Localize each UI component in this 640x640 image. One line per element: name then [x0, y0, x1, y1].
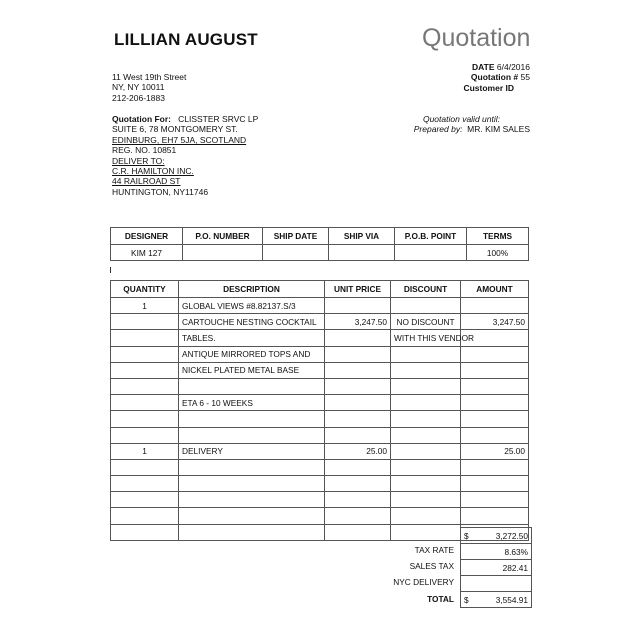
unit-price-cell: 3,247.50 — [325, 314, 391, 330]
tax-rate-value: 8.63% — [461, 544, 532, 560]
table-row — [111, 395, 529, 411]
sales-tax-value: 282.41 — [461, 560, 532, 576]
prepared-by-label: Prepared by: — [413, 124, 463, 135]
table-row — [111, 298, 529, 314]
amount-cell — [461, 346, 529, 362]
table-row — [111, 314, 529, 330]
quantity-cell — [111, 395, 179, 411]
discount-cell — [391, 459, 461, 475]
table-row — [111, 492, 529, 508]
quotation-for-block — [112, 114, 258, 197]
address-line: NY, NY 10011 — [112, 82, 165, 93]
table-row — [111, 508, 529, 524]
quote-number-value: 55 — [520, 72, 530, 83]
unit-price-cell — [325, 508, 391, 524]
discount-cell — [391, 524, 461, 540]
description-cell: NICKEL PLATED METAL BASE — [179, 362, 325, 378]
discount-cell: WITH THIS VENDOR — [391, 330, 461, 346]
quantity-cell — [111, 330, 179, 346]
description-cell — [179, 524, 325, 540]
table-row — [111, 459, 529, 475]
document-title: Quotation — [422, 24, 531, 52]
amount-cell: 3,247.50 — [461, 314, 529, 330]
header-po-number: P.O. NUMBER — [183, 228, 263, 245]
description-cell — [179, 508, 325, 524]
quantity-cell — [111, 378, 179, 394]
table-row — [111, 476, 529, 492]
amount-cell — [461, 459, 529, 475]
delivery-street: 44 RAILROAD ST — [112, 176, 181, 187]
header-ship-date: SHIP DATE — [263, 228, 329, 245]
pob-point-value — [395, 245, 467, 261]
currency-symbol: $ — [461, 528, 480, 544]
currency-symbol: $ — [461, 592, 480, 608]
amount-cell — [461, 298, 529, 314]
description-cell — [179, 459, 325, 475]
discount-cell — [391, 492, 461, 508]
quantity-cell — [111, 411, 179, 427]
address-line: 11 West 19th Street — [112, 72, 187, 82]
unit-price-cell — [325, 330, 391, 346]
description-cell: DELIVERY — [179, 443, 325, 459]
description-cell — [179, 411, 325, 427]
description-cell: ETA 6 - 10 WEEKS — [179, 395, 325, 411]
discount-cell — [391, 411, 461, 427]
unit-price-cell — [325, 298, 391, 314]
client-name: CLISSTER SRVC LP — [178, 114, 259, 124]
delivery-city: HUNTINGTON, NY11746 — [112, 186, 209, 197]
quantity-cell — [111, 346, 179, 362]
discount-cell — [391, 298, 461, 314]
amount-cell — [461, 378, 529, 394]
quote-number-label: Quotation # — [470, 72, 519, 83]
description-cell: ANTIQUE MIRRORED TOPS AND — [179, 346, 325, 362]
amount-cell — [461, 427, 529, 443]
total-row — [461, 592, 532, 608]
quantity-cell: 1 — [111, 298, 179, 314]
client-address-line: EDINBURG, EH7 5JA, SCOTLAND — [112, 134, 247, 145]
unit-price-cell — [325, 459, 391, 475]
quantity-cell: 1 — [111, 443, 179, 459]
tax-rate-row — [461, 544, 532, 560]
quantity-cell — [111, 459, 179, 475]
total-value: 3,554.91 — [479, 592, 532, 608]
unit-price-cell — [325, 395, 391, 411]
unit-price-cell — [325, 378, 391, 394]
unit-price-cell: 25.00 — [325, 443, 391, 459]
unit-price-cell — [325, 427, 391, 443]
unit-price-cell — [325, 524, 391, 540]
unit-price-cell — [325, 476, 391, 492]
nyc-delivery-label: NYC DELIVERY — [393, 577, 454, 587]
table-row — [111, 330, 529, 346]
description-cell: TABLES. — [179, 330, 325, 346]
client-reg-no: REG. NO. 10851 — [112, 145, 177, 156]
discount-cell — [391, 508, 461, 524]
table-row — [111, 443, 529, 459]
quotation-for-label: Quotation For: — [112, 114, 172, 124]
description-cell: GLOBAL VIEWS #8.82137.S/3 — [179, 298, 325, 314]
deliver-to-label: DELIVER TO: — [112, 155, 165, 166]
discount-cell: NO DISCOUNT — [391, 314, 461, 330]
header-amount: AMOUNT — [461, 281, 529, 298]
quote-meta — [463, 62, 530, 93]
table-row — [111, 346, 529, 362]
amount-cell: 25.00 — [461, 443, 529, 459]
header-terms: TERMS — [467, 228, 529, 245]
description-cell — [179, 427, 325, 443]
designer-value: KIM 127 — [111, 245, 183, 261]
unit-price-cell — [325, 362, 391, 378]
quantity-cell — [111, 524, 179, 540]
description-cell — [179, 378, 325, 394]
company-name: LILLIAN AUGUST — [114, 30, 258, 49]
header-ship-via: SHIP VIA — [329, 228, 395, 245]
amount-cell — [461, 395, 529, 411]
items-header-row — [111, 281, 529, 298]
table-row — [111, 411, 529, 427]
nyc-delivery-row — [461, 576, 532, 592]
tax-rate-label: TAX RATE — [414, 545, 454, 555]
prepared-by-value: MR. KIM SALES — [467, 124, 530, 135]
table-row — [111, 378, 529, 394]
amount-cell — [461, 362, 529, 378]
amount-cell — [461, 476, 529, 492]
table-row — [111, 362, 529, 378]
order-value-row — [111, 245, 529, 261]
client-address-line: SUITE 6, 78 MONTGOMERY ST. — [112, 124, 238, 135]
delivery-name: C.R. HAMILTON INC. — [112, 166, 194, 177]
items-table — [110, 280, 529, 541]
unit-price-cell — [325, 346, 391, 362]
terms-value: 100% — [467, 245, 529, 261]
quantity-cell — [111, 427, 179, 443]
discount-cell — [391, 346, 461, 362]
seller-address — [112, 72, 186, 103]
discount-cell — [391, 443, 461, 459]
sales-tax-label: SALES TAX — [409, 561, 454, 571]
amount-cell — [461, 508, 529, 524]
description-cell — [179, 492, 325, 508]
totals-table — [460, 527, 532, 608]
ship-via-value — [329, 245, 395, 261]
description-cell: CARTOUCHE NESTING COCKTAIL — [179, 314, 325, 330]
validity-block — [414, 114, 530, 135]
table-row — [111, 427, 529, 443]
date-value: 6/4/2016 — [496, 62, 530, 72]
quantity-cell — [111, 508, 179, 524]
amount-cell — [461, 411, 529, 427]
margin-mark — [110, 267, 111, 273]
header-quantity: QUANTITY — [111, 281, 179, 298]
sales-tax-row — [461, 560, 532, 576]
total-label: TOTAL — [427, 594, 454, 604]
discount-cell — [391, 362, 461, 378]
order-header-row — [111, 228, 529, 245]
subtotal-value: 3,272.50 — [479, 528, 532, 544]
header-discount: DISCOUNT — [391, 281, 461, 298]
header-pob-point: P.O.B. POINT — [395, 228, 467, 245]
quantity-cell — [111, 492, 179, 508]
header-designer: DESIGNER — [111, 228, 183, 245]
ship-date-value — [263, 245, 329, 261]
description-cell — [179, 476, 325, 492]
date-label: DATE — [472, 62, 495, 72]
customer-id-label: Customer ID — [463, 82, 514, 93]
order-info-table — [110, 227, 529, 261]
valid-until-label: Quotation valid until: — [422, 114, 500, 124]
discount-cell — [391, 395, 461, 411]
subtotal-row — [461, 528, 532, 544]
header-unit-price: UNIT PRICE — [325, 281, 391, 298]
quantity-cell — [111, 476, 179, 492]
po-number-value — [183, 245, 263, 261]
discount-cell — [391, 378, 461, 394]
header-description: DESCRIPTION — [179, 281, 325, 298]
address-phone: 212-206-1883 — [112, 92, 165, 103]
discount-cell — [391, 476, 461, 492]
amount-cell — [461, 492, 529, 508]
unit-price-cell — [325, 411, 391, 427]
quantity-cell — [111, 362, 179, 378]
discount-cell — [391, 427, 461, 443]
quantity-cell — [111, 314, 179, 330]
unit-price-cell — [325, 492, 391, 508]
nyc-delivery-value — [461, 576, 532, 592]
